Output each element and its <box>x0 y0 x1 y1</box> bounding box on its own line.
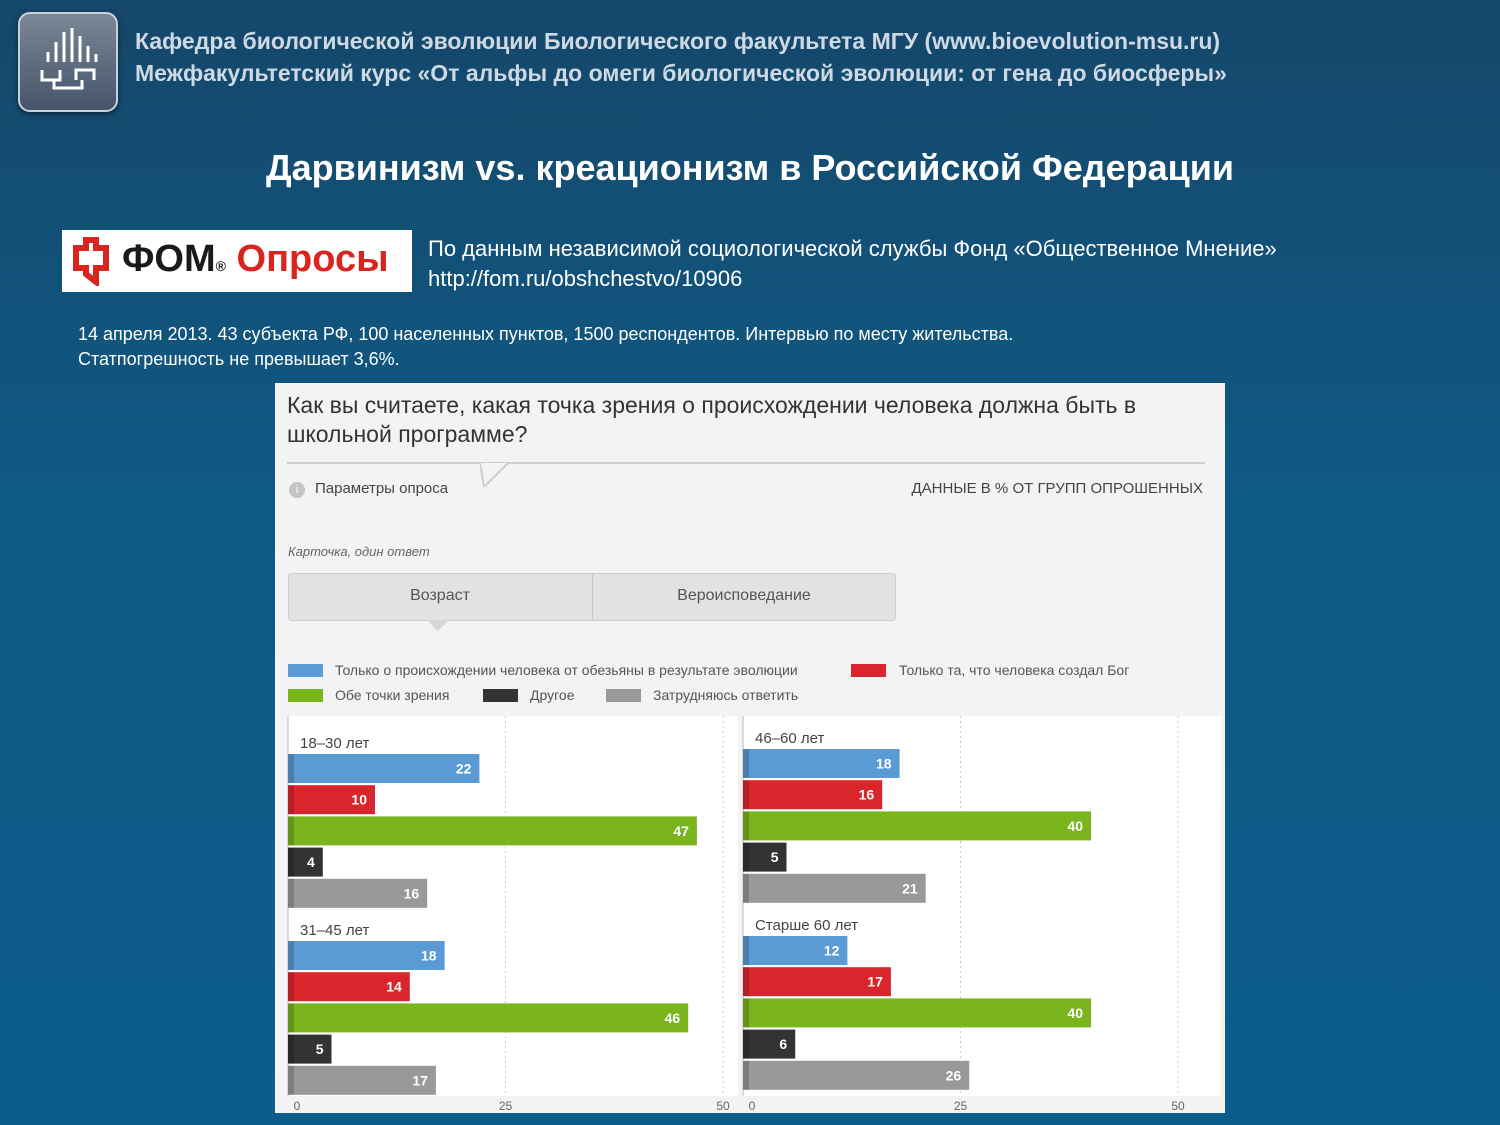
info-icon[interactable]: i <box>289 482 305 498</box>
bar-edge <box>288 941 294 970</box>
bar-other <box>743 843 787 872</box>
legend-label-god: Только та, что человека создал Бог <box>899 662 1130 678</box>
bar-other <box>288 1035 332 1064</box>
x-tick-label: 50 <box>716 1099 730 1113</box>
source-line-1: По данным независимой социологической службы Фонд «Общественное Мнение» <box>428 236 1277 261</box>
tab-age[interactable]: Возраст <box>410 587 470 604</box>
bar-edge <box>743 780 749 809</box>
bar-both <box>743 811 1091 840</box>
fom-mark-icon <box>68 236 114 286</box>
bar-edge <box>288 816 294 845</box>
group-label: 31–45 лет <box>300 922 370 939</box>
chart-panel <box>275 383 1225 1113</box>
bar-value-label: 18 <box>876 755 892 772</box>
bar-edge <box>743 843 749 872</box>
bar-value-label: 5 <box>770 849 779 866</box>
bar-edge <box>743 874 749 903</box>
bar-other <box>743 1030 795 1059</box>
bar-value-label: 10 <box>351 791 367 808</box>
bar-value-label: 16 <box>858 786 875 803</box>
bar-chart <box>275 383 1225 1113</box>
legend-label-other: Другое <box>530 687 575 703</box>
group-label: 18–30 лет <box>300 735 370 752</box>
legend-label-unsure: Затрудняюсь ответить <box>653 687 799 703</box>
legend-label-both: Обе точки зрения <box>335 687 450 703</box>
survey-params-link[interactable]: Параметры опроса <box>315 480 449 497</box>
bar-edge <box>743 936 749 965</box>
bar-edge <box>288 1003 294 1032</box>
bar-value-label: 6 <box>779 1036 788 1053</box>
header-line-1: Кафедра биологической эволюции Биологического факультета МГУ (www.bioevolution-msu.ru) <box>135 28 1221 54</box>
x-tick-label: 50 <box>1171 1099 1185 1113</box>
x-tick-label: 0 <box>748 1099 756 1113</box>
card-note: Карточка, один ответ <box>288 544 430 559</box>
bar-value-label: 40 <box>1067 817 1083 834</box>
bar-value-label: 46 <box>664 1009 681 1026</box>
bar-value-label: 47 <box>673 822 689 839</box>
legend-label-evolution: Только о происхождении человека от обезьяны в результате эволюции <box>335 662 798 678</box>
x-tick-label: 25 <box>953 1099 968 1113</box>
bar-edge <box>288 879 294 908</box>
bar-both <box>288 816 697 845</box>
fom-polls: Опросы <box>236 238 389 280</box>
x-tick-label: 0 <box>293 1099 301 1113</box>
bar-value-label: 14 <box>386 978 402 995</box>
bar-edge <box>288 1066 294 1095</box>
bar-value-label: 18 <box>421 947 437 964</box>
bar-edge <box>743 998 749 1027</box>
fom-name: ФОМ <box>122 238 216 280</box>
bar-edge <box>743 811 749 840</box>
bar-edge <box>288 754 294 783</box>
bar-value-label: 21 <box>902 880 918 897</box>
bar-evolution <box>288 754 479 783</box>
x-tick-label: 25 <box>498 1099 513 1113</box>
bar-value-label: 26 <box>945 1067 962 1084</box>
source-url[interactable]: http://fom.ru/obshchestvo/10906 <box>428 266 743 291</box>
bar-value-label: 40 <box>1067 1004 1083 1021</box>
bar-value-label: 17 <box>412 1072 428 1089</box>
bar-value-label: 12 <box>823 942 840 959</box>
bar-unsure <box>743 1061 969 1090</box>
bar-value-label: 4 <box>307 854 315 871</box>
bar-value-label: 5 <box>315 1041 324 1058</box>
chart-question: Как вы считаете, какая точка зрения о происхождении человека должна быть в школьной программе? <box>287 392 1137 447</box>
group-label: Старше 60 лет <box>755 917 859 934</box>
msu-logo <box>18 12 118 112</box>
bar-edge <box>743 1061 749 1090</box>
bar-edge <box>288 785 294 814</box>
bar-edge <box>743 967 749 996</box>
bar-edge <box>743 749 749 778</box>
bar-value-label: 22 <box>455 760 472 777</box>
group-label: 46–60 лет <box>755 730 825 747</box>
bar-unsure <box>743 874 926 903</box>
fom-logo <box>62 230 412 292</box>
fom-reg-mark: ® <box>215 258 226 274</box>
header-line-2: Межфакультетский курс «От альфы до омеги биологической эволюции: от гена до биосферы» <box>135 60 1227 86</box>
bar-both <box>288 1003 688 1032</box>
bar-edge <box>288 1035 294 1064</box>
slide-title: Дарвинизм vs. креационизм в Российской Федерации <box>265 147 1235 188</box>
meta-line-1: 14 апреля 2013. 43 субъекта РФ, 100 населенных пунктов, 1500 респондентов. Интервью по месту жительства. <box>78 324 1014 344</box>
bar-edge <box>288 848 294 877</box>
bar-edge <box>288 972 294 1001</box>
units-label: ДАННЫЕ В % ОТ ГРУПП ОПРОШЕННЫХ <box>911 480 1203 497</box>
bar-edge <box>743 1030 749 1059</box>
bar-value-label: 16 <box>403 885 420 902</box>
tab-religion[interactable]: Вероисповедание <box>677 587 811 604</box>
bar-value-label: 17 <box>867 973 883 990</box>
bar-both <box>743 998 1091 1027</box>
meta-line-2: Статпогрешность не превышает 3,6%. <box>78 349 400 369</box>
